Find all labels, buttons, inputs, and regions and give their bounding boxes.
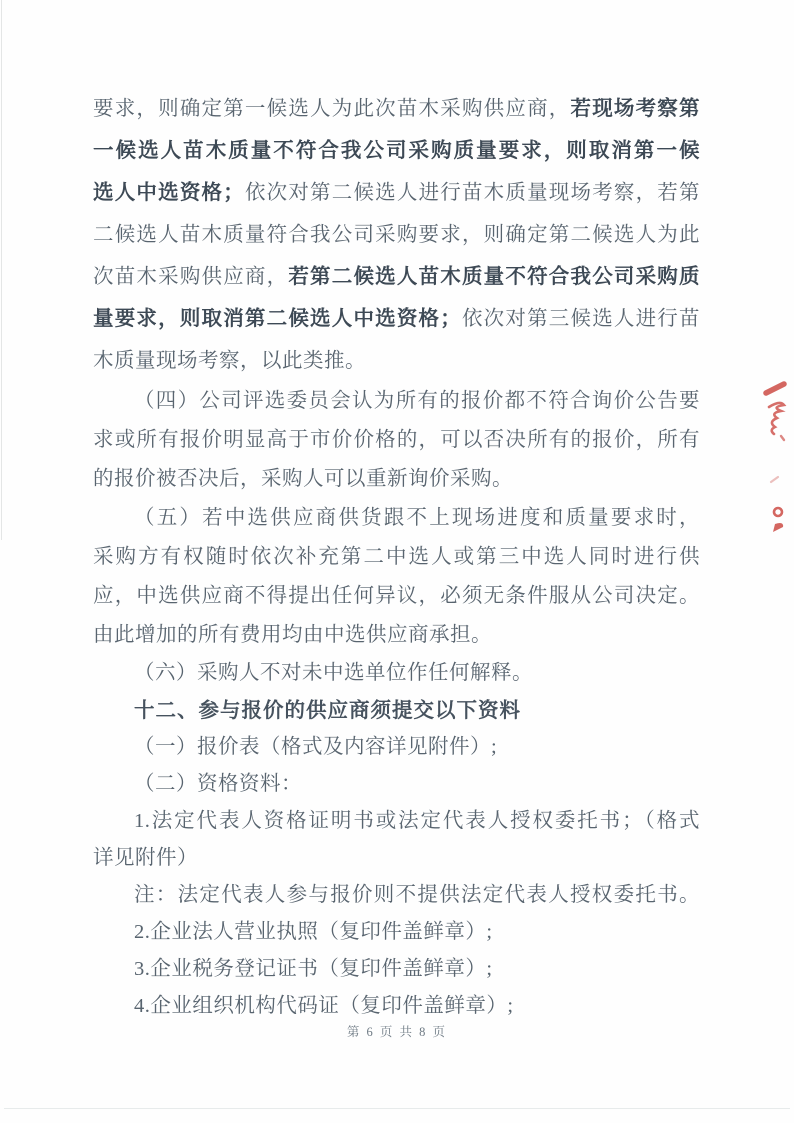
doc-line: [93, 840, 700, 877]
text-segment-bold: 量要求，则取消第二候选人中选资格；: [93, 308, 462, 330]
doc-section-heading: [93, 692, 700, 729]
text-segment: 要求，则确定第一候选人为此次苗木采购供应商，: [93, 98, 571, 120]
doc-line: [93, 172, 700, 214]
text-segment: 由此增加的所有费用均由中选供应商承担。: [93, 624, 492, 646]
scan-edge-bottom: [4, 1108, 790, 1109]
text-segment: （六）采购人不对未中选单位作任何解释。: [134, 662, 533, 684]
text-segment: 求或所有报价明显高于市价价格的，可以否决所有的报价，所有: [93, 429, 700, 451]
doc-line: [93, 460, 700, 499]
text-segment-bold: 选人中选资格；: [93, 182, 245, 204]
text-segment: 依次对第二候选人进行苗木质量现场考察，若第: [244, 182, 701, 204]
text-segment: 采购方有权随时依次补充第二中选人或第三中选人同时进行供: [93, 546, 700, 568]
text-segment-bold: 一候选人苗木质量不符合我公司采购质量要求，则取消第一候: [93, 140, 700, 162]
text-segment: 二候选人苗木质量符合我公司采购要求，则确定第二候选人为此: [93, 224, 700, 246]
doc-line: [93, 616, 700, 655]
doc-line: [93, 877, 700, 914]
doc-line: [93, 988, 700, 1025]
text-segment-bold: 十二、参与报价的供应商须提交以下资料: [134, 699, 521, 722]
doc-line: [93, 538, 700, 577]
doc-line: [93, 914, 700, 951]
text-segment: 次苗木采购供应商，: [93, 266, 289, 288]
text-segment: 3.企业税务登记证书（复印件盖鲜章）;: [134, 958, 493, 980]
doc-line: [93, 951, 700, 988]
scan-edge-left: [1, 0, 2, 540]
text-segment: （五）若中选供应商供货跟不上现场进度和质量要求时，: [134, 507, 700, 529]
doc-line: [93, 655, 700, 692]
text-segment: 木质量现场考察，以此类推。: [93, 350, 366, 372]
doc-line: [93, 766, 700, 803]
doc-line: [93, 298, 700, 340]
doc-line: [93, 729, 700, 766]
text-segment: 的报价被否决后，采购人可以重新询价采购。: [93, 468, 513, 490]
text-segment-bold: 若第二候选人苗木质量不符合我公司采购质: [288, 266, 701, 288]
text-segment: （四）公司评选委员会认为所有的报价都不符合询价公告要: [134, 390, 700, 412]
document-body: [93, 88, 700, 1025]
doc-line: [93, 421, 700, 460]
doc-line: [93, 499, 700, 538]
text-segment-bold: 若现场考察第: [570, 98, 701, 120]
text-segment: 1.法定代表人资格证明书或法定代表人授权委托书；（格式: [134, 810, 700, 832]
text-segment: 2.企业法人营业执照（复印件盖鲜章）;: [134, 921, 493, 943]
doc-line: [93, 803, 700, 840]
doc-line: [93, 382, 700, 421]
text-segment: 依次对第三候选人进行苗: [461, 308, 701, 330]
doc-line: [93, 130, 700, 172]
page-number: 第 6 页 共 8 页: [346, 1025, 448, 1039]
text-segment: 注：法定代表人参与报价则不提供法定代表人授权委托书。: [134, 884, 700, 906]
doc-line: [93, 340, 700, 382]
text-segment: （二）资格资料：: [134, 773, 302, 795]
red-stamp-fragment: [756, 378, 794, 538]
doc-line: [93, 256, 700, 298]
text-segment: 4.企业组织机构代码证（复印件盖鲜章）;: [134, 995, 514, 1017]
doc-line: [93, 214, 700, 256]
doc-line: [93, 577, 700, 616]
text-segment: 详见附件）: [93, 847, 198, 869]
text-segment: （一）报价表（格式及内容详见附件）;: [134, 736, 498, 758]
text-segment: 应，中选供应商不得提出任何异议，必须无条件服从公司决定。: [93, 585, 700, 607]
doc-line: [93, 88, 700, 130]
